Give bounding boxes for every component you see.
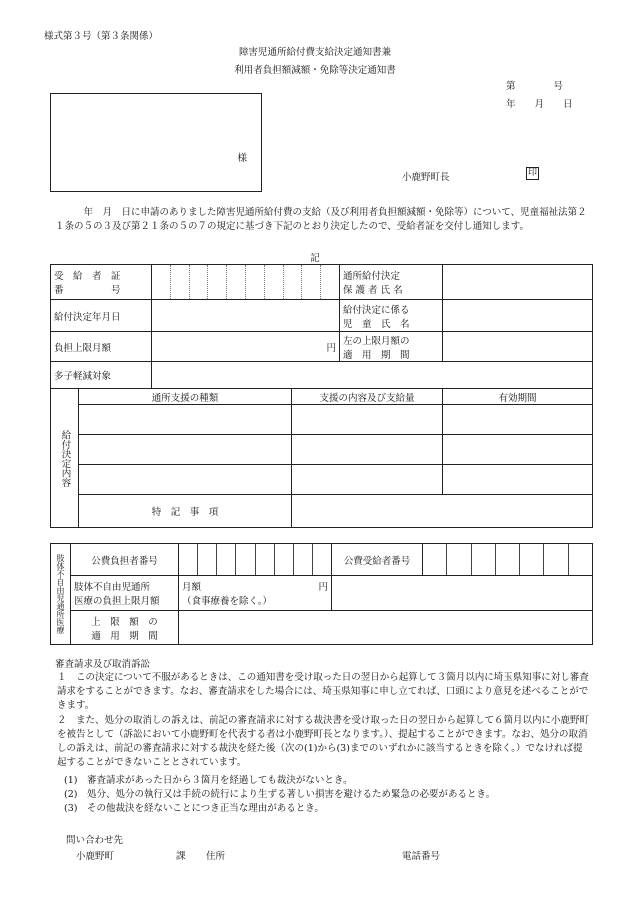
medical-limit-label-line1: 肢体不自由児通所 — [74, 582, 151, 593]
decision-table — [50, 264, 593, 528]
period-label-line1: 左の上限月額の — [343, 335, 410, 347]
monthly-label: 月額 — [182, 582, 202, 593]
title-line1: 障害児通所給付費支給決定通知書兼 — [238, 47, 391, 58]
issuer-name: 小鹿野町長 — [402, 172, 450, 183]
appeal-item1: (1) 審査請求があった日から３箇月を経過しても裁決がないとき。 — [64, 775, 353, 786]
medical-table — [50, 543, 593, 645]
guardian-label-line1: 通所給付決定 — [343, 271, 401, 282]
contact-section: 課 — [176, 851, 186, 862]
child-label — [340, 300, 443, 332]
intro-text: 年 月 日に申請のありました障害児通所給付費の支給（及び利用者負担額減額・免除等）について、児童福祉法第２１条の５の３及び第２１条の５の７の規定に基づき下記のとおり決定したので、受給者証を交付し通知します。 — [55, 207, 587, 232]
appeal-p1: １ この決定について不服があるときは、この通知書を受け取った日の翌日から起算して３箇月以内に埼玉県知事に対し審査請求をすることができます。なお、審査請求をした場合には、埼玉県知事に申し立てれば、口頭により意見を述べることができます。 — [57, 672, 589, 711]
recipient-no-cells-medical — [423, 544, 593, 576]
content-cell — [292, 405, 443, 435]
title-line2: 利用者負担額減額・免除等決定通知書 — [234, 65, 396, 76]
meal-note: （食事療養を除く。） — [182, 596, 273, 607]
contact-address: 住所 — [206, 851, 226, 862]
content-cell — [292, 465, 443, 495]
medical-period-label — [71, 611, 179, 645]
form-label: 様式第３号（第３条関係） — [44, 31, 159, 42]
col-valid-header: 有効期間 — [443, 389, 593, 405]
medical-limit-value — [179, 576, 332, 611]
recipient-no-label-medical: 公費受給者番号 — [332, 544, 423, 576]
col-amount-header: 支援の内容及び支給量 — [292, 389, 443, 405]
content-cell — [443, 405, 593, 435]
monthly-yen: 円 — [318, 582, 328, 593]
content-cell — [79, 405, 292, 435]
address-sama: 様 — [237, 153, 247, 164]
content-label-text: 給付決定内容 — [59, 429, 71, 487]
content-cell — [443, 465, 593, 495]
limit-label: 負担上限月額 — [51, 332, 152, 362]
content-cell — [292, 435, 443, 465]
contact-town: 小鹿野町 — [76, 851, 115, 862]
medical-limit-label — [71, 576, 179, 611]
medical-side-label-text: 肢体不自由児通所医療 — [56, 554, 65, 634]
medical-period-label-line2: 適 用 期 間 — [91, 630, 158, 642]
recipient-no-label-line1: 受 給 者 証 — [54, 271, 121, 282]
col-type-header: 通所支援の種類 — [79, 389, 292, 405]
decision-date-value — [152, 300, 340, 332]
notes-value — [292, 495, 593, 528]
content-label — [51, 389, 79, 528]
issuer-seal — [526, 167, 539, 180]
decision-date-label: 給付決定年月日 — [51, 300, 152, 332]
guardian-label — [340, 265, 443, 300]
medical-period-label-line1: 上 限 額 の — [91, 616, 158, 628]
multi-child-value — [152, 362, 593, 389]
medical-limit-label-line2: 医療の負担上限月額 — [74, 596, 160, 607]
document-date: 年 月 日 — [506, 99, 573, 110]
contact-phone: 電話番号 — [402, 851, 441, 862]
period-label-line2: 適 用 期 間 — [343, 349, 410, 361]
child-value — [443, 300, 593, 332]
limit-yen: 円 — [326, 342, 337, 354]
notes-label: 特 記 事 項 — [79, 495, 292, 528]
child-label-line1: 給付決定に係る — [343, 304, 410, 316]
appeal-item2: (2) 処分、処分の執行又は手続の続行により生ずる著しい損害を避けるため緊急の必要があるとき。 — [64, 789, 496, 800]
medical-limit-blank — [332, 576, 593, 611]
payer-no-label: 公費負担者番号 — [71, 544, 179, 576]
address-box — [50, 93, 262, 192]
payer-no-cells — [179, 544, 332, 576]
period-label — [340, 332, 443, 362]
period-value — [443, 332, 593, 362]
contact-heading: 問い合わせ先 — [66, 835, 124, 846]
child-label-line2: 児 童 氏 名 — [343, 318, 410, 330]
recipient-no-label — [51, 265, 152, 300]
appeal-heading: 審査請求及び取消訴訟 — [55, 659, 151, 670]
appeal-item3: (3) その他裁決を経ないことにつき正当な理由があるとき。 — [64, 803, 324, 814]
ki-label: 記 — [310, 253, 320, 264]
content-cell — [443, 435, 593, 465]
seal-mark: 印 — [527, 168, 537, 178]
guardian-value — [443, 265, 593, 300]
guardian-label-line2: 保 護 者 氏 名 — [343, 285, 403, 296]
limit-value — [152, 332, 340, 362]
multi-child-label: 多子軽減対象 — [51, 362, 152, 389]
recipient-no-cells — [152, 265, 340, 300]
medical-side-label — [51, 544, 71, 645]
appeal-p2: ２ また、処分の取消しの訴えは、前記の審査請求に対する裁決書を受け取った日の翌日から起算して６箇月以内に小鹿野町を被告として（訴訟において小鹿野町を代表する者は小鹿野町長となります。）、提起することができます。なお、処分の取消しの訴えは、前記の審査請求に対する裁決を経た後（次の(1)から(3)までのいずれかに該当するときを除く。）でなければ提起することができないこととされています。 — [57, 715, 590, 768]
content-cell — [79, 465, 292, 495]
document-number: 第 号 — [506, 81, 564, 92]
recipient-no-label-line2: 番 号 — [54, 285, 121, 296]
content-cell — [79, 435, 292, 465]
medical-period-value — [179, 611, 593, 645]
